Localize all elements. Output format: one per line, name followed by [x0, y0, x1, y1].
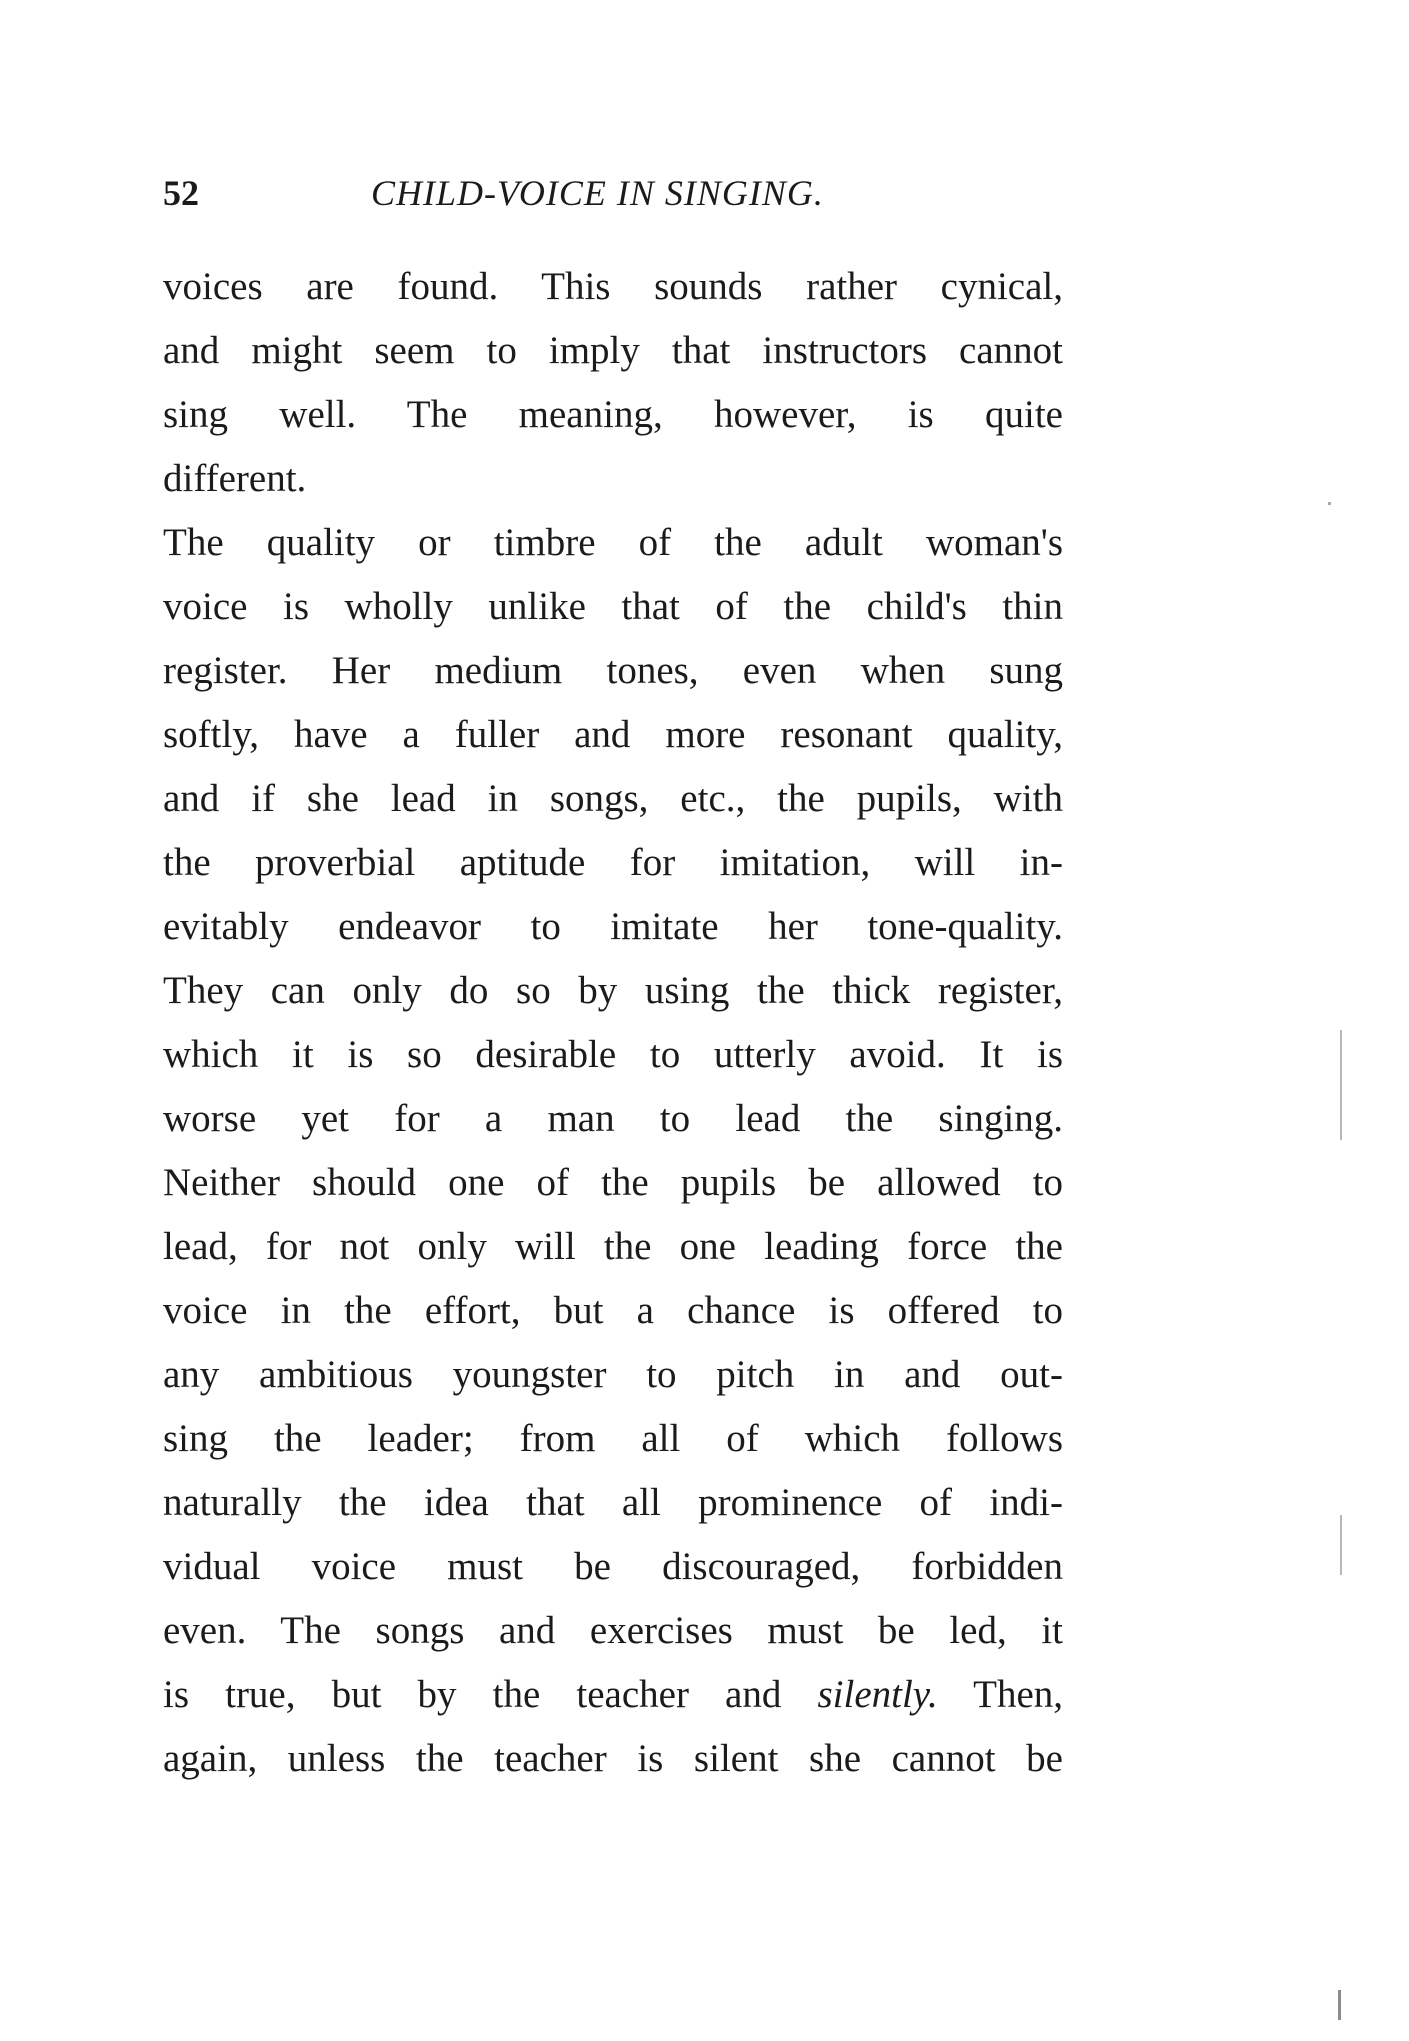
text-line: even. The songs and exercises must be led, it	[163, 1609, 1063, 1652]
scan-speck	[1340, 1030, 1342, 1140]
scan-speck	[1328, 502, 1331, 505]
text-line: sing well. The meaning, however, is quite	[163, 393, 1063, 436]
text-line: The quality or timbre of the adult woman's	[163, 521, 1063, 564]
page-number: 52	[163, 173, 199, 213]
emphasis-text: silently.	[817, 1673, 938, 1716]
text-line: again, unless the teacher is silent she cannot be	[163, 1737, 1063, 1780]
text-line: and might seem to imply that instructors cannot	[163, 329, 1063, 372]
text-line: naturally the idea that all prominence of indi-	[163, 1481, 1063, 1524]
text-line: which it is so desirable to utterly avoid. It is	[163, 1033, 1063, 1076]
scan-speck	[1338, 1990, 1341, 2020]
text-segment: is true, but by the teacher and	[163, 1673, 782, 1716]
text-line: worse yet for a man to lead the singing.	[163, 1097, 1063, 1140]
text-line: and if she lead in songs, etc., the pupils, with	[163, 777, 1063, 820]
text-line: voice is wholly unlike that of the child's thin	[163, 585, 1063, 628]
text-line: the proverbial aptitude for imitation, will in-	[163, 841, 1063, 884]
text-line: any ambitious youngster to pitch in and out-	[163, 1353, 1063, 1396]
running-head	[163, 172, 1063, 222]
text-segment: Then,	[973, 1673, 1064, 1716]
text-line: softly, have a fuller and more resonant quality,	[163, 713, 1063, 756]
text-line: different.	[163, 457, 307, 500]
scan-speck	[1340, 1515, 1342, 1575]
text-line: voice in the effort, but a chance is offered to	[163, 1289, 1063, 1332]
text-line: vidual voice must be discouraged, forbidden	[163, 1545, 1063, 1588]
running-title: CHILD-VOICE IN SINGING.	[371, 173, 824, 213]
text-line: voices are found. This sounds rather cynical,	[163, 265, 1063, 308]
text-line: register. Her medium tones, even when sung	[163, 649, 1063, 692]
text-line: Neither should one of the pupils be allowed to	[163, 1161, 1063, 1204]
text-line-mixed	[163, 1663, 1063, 1727]
body-text	[163, 255, 1063, 1791]
text-line: sing the leader; from all of which follows	[163, 1417, 1063, 1460]
text-line: lead, for not only will the one leading force the	[163, 1225, 1063, 1268]
text-line: They can only do so by using the thick register,	[163, 969, 1063, 1012]
text-line: evitably endeavor to imitate her tone-quality.	[163, 905, 1063, 948]
